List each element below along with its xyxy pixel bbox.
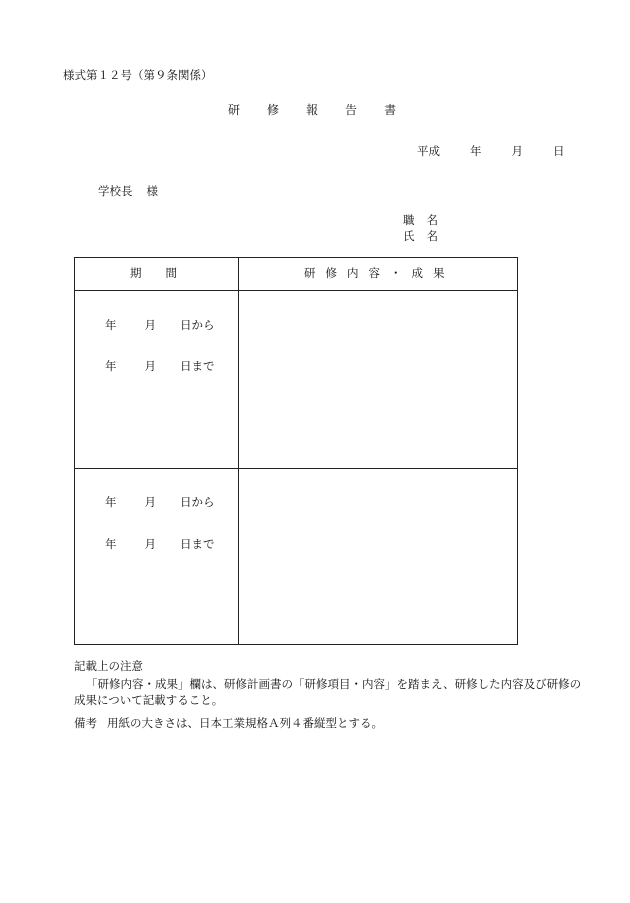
content-cell-row-1[interactable] — [239, 291, 517, 467]
month-label: 月 — [144, 359, 156, 373]
remarks — [74, 718, 383, 730]
date-line — [417, 146, 565, 158]
remarks-text: 用紙の大きさは、日本工業規格Ａ列４番縦型とする。 — [107, 716, 383, 730]
header-content: 研修内容・成果 — [304, 266, 455, 280]
header-period: 期間 — [130, 266, 201, 280]
content-cell-row-2[interactable] — [239, 469, 517, 644]
form-number: 様式第１２号（第９条関係） — [63, 68, 213, 82]
addressee-name: 学校長 — [98, 184, 133, 198]
date-year-label: 年 — [470, 144, 482, 158]
title-char: 告 — [345, 103, 358, 117]
notes-heading: 記載上の注意 — [74, 659, 143, 673]
month-label: 月 — [144, 495, 156, 509]
month-label: 月 — [144, 537, 156, 551]
addressee — [98, 186, 158, 198]
day-from-label: 日から — [180, 318, 215, 332]
notes-body: 「研修内容・成果」欄は、研修計画書の「研修項目・内容」を踏まえ、研修した内容及び研修の成果について記載すること。 — [74, 677, 582, 707]
date-day-label: 日 — [553, 144, 565, 158]
report-table — [74, 257, 518, 645]
title-char: 書 — [384, 103, 397, 117]
year-label: 年 — [105, 359, 117, 373]
year-label: 年 — [105, 495, 117, 509]
title-char: 修 — [267, 103, 280, 117]
addressee-honorific: 様 — [146, 184, 158, 198]
document-title — [228, 104, 396, 116]
title-char: 報 — [306, 103, 319, 117]
date-month-label: 月 — [511, 144, 523, 158]
job-title-label: 職名 — [403, 213, 450, 227]
remarks-label: 備考 — [74, 716, 97, 730]
month-label: 月 — [144, 318, 156, 332]
period-to-row-1 — [105, 361, 215, 373]
period-from-row-1 — [105, 320, 215, 332]
date-era: 平成 — [417, 144, 440, 158]
year-label: 年 — [105, 318, 117, 332]
day-to-label: 日まで — [180, 537, 215, 551]
period-from-row-2 — [105, 497, 215, 509]
period-to-row-2 — [105, 539, 215, 551]
day-to-label: 日まで — [180, 359, 215, 373]
name-label: 氏名 — [403, 229, 450, 243]
year-label: 年 — [105, 537, 117, 551]
title-char: 研 — [228, 103, 241, 117]
day-from-label: 日から — [180, 495, 215, 509]
